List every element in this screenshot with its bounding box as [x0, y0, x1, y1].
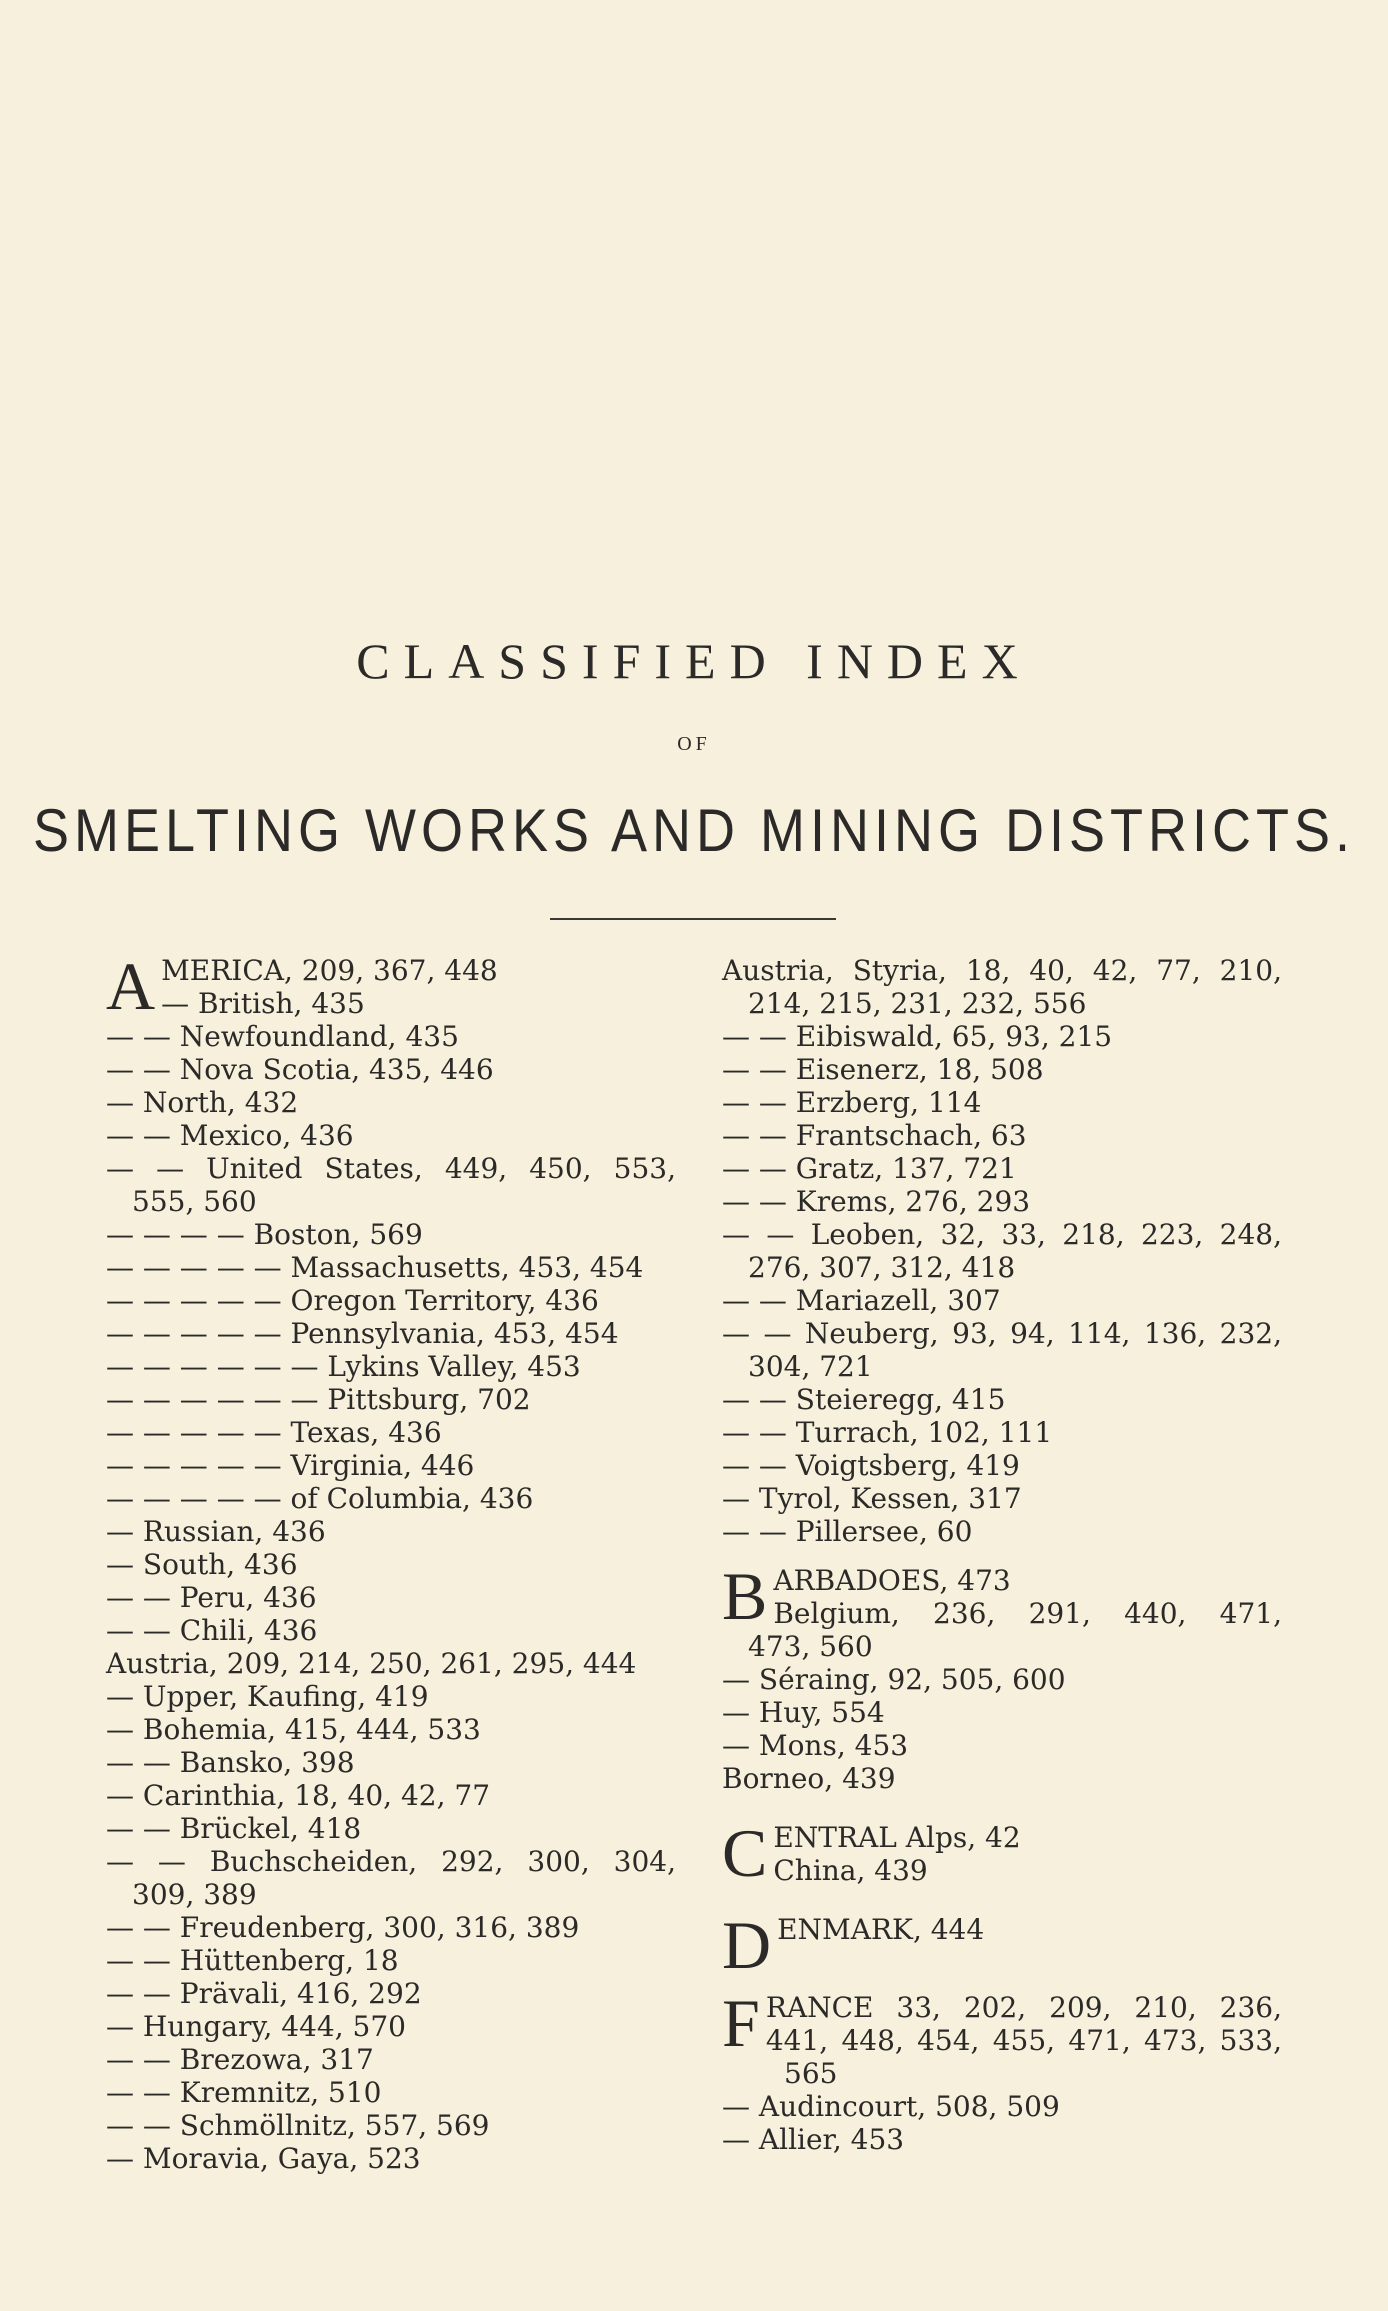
title-of: OF	[677, 733, 711, 755]
index-entry: — — Eisenerz, 18, 508	[722, 1053, 1044, 1086]
index-entry: ENTRAL Alps, 42	[773, 1821, 1021, 1854]
index-entry: — — Neuberg, 93, 94, 114, 136, 232,	[722, 1317, 1282, 1350]
index-entry: — — Pillersee, 60	[722, 1515, 973, 1548]
index-entry: Austria, 209, 214, 250, 261, 295, 444	[106, 1647, 637, 1680]
index-entry: Austria, Styria, 18, 40, 42, 77, 210,	[722, 954, 1282, 987]
index-entry: China, 439	[773, 1854, 928, 1887]
index-entry: — — Brezowa, 317	[106, 2043, 374, 2076]
dropcap-f: F	[722, 1985, 760, 2061]
index-entry: — Mons, 453	[722, 1729, 909, 1762]
dropcap-a: A	[106, 948, 156, 1024]
index-entry: — Bohemia, 415, 444, 533	[106, 1713, 481, 1746]
index-entry: — — — — — Pennsylvania, 453, 454	[106, 1317, 619, 1350]
index-entry: — — — — — Oregon Territory, 436	[106, 1284, 599, 1317]
index-title: CLASSIFIED INDEX	[356, 633, 1032, 689]
index-entry-continuation: 555, 560	[132, 1185, 257, 1218]
letter-f-block	[722, 1985, 1282, 2061]
index-entry: — — Hüttenberg, 18	[106, 1944, 399, 1977]
index-entry: MERICA, 209, 367, 448	[161, 954, 498, 987]
index-entry: — — — — — Massachusetts, 453, 454	[106, 1251, 644, 1284]
index-entry: — Russian, 436	[106, 1515, 326, 1548]
index-entry-continuation: 565	[784, 2057, 838, 2090]
index-entry: — — Steieregg, 415	[722, 1383, 1006, 1416]
index-entry: — — Voigtsberg, 419	[722, 1449, 1020, 1482]
index-entry: — — — — — Virginia, 446	[106, 1449, 475, 1482]
right-column	[722, 954, 1282, 2156]
index-entry: — — Brückel, 418	[106, 1812, 362, 1845]
index-entry-continuation: 473, 560	[748, 1630, 873, 1663]
letter-d-block	[722, 1907, 1282, 1983]
index-entry: — — Chili, 436	[106, 1614, 318, 1647]
index-entry: ARBADOES, 473	[773, 1564, 1011, 1597]
title-divider	[550, 918, 836, 920]
index-entry: — — Buchscheiden, 292, 300, 304,	[106, 1845, 676, 1878]
index-entry-continuation: 214, 215, 231, 232, 556	[748, 987, 1087, 1020]
index-entry: — Huy, 554	[722, 1696, 885, 1729]
index-entry: — — — — — Texas, 436	[106, 1416, 442, 1449]
index-entry: — — Schmöllnitz, 557, 569	[106, 2109, 490, 2142]
index-entry: — — United States, 449, 450, 553,	[106, 1152, 676, 1185]
index-entry: — — Nova Scotia, 435, 446	[106, 1053, 494, 1086]
index-entry: — — Turrach, 102, 111	[722, 1416, 1053, 1449]
index-entry: — South, 436	[106, 1548, 298, 1581]
index-entry: — — Kremnitz, 510	[106, 2076, 382, 2109]
dropcap-b: B	[722, 1558, 768, 1634]
left-column	[106, 948, 676, 2175]
index-entry: ENMARK, 444	[777, 1913, 985, 1946]
index-entry: — — Erzberg, 114	[722, 1086, 982, 1119]
index-entry: — Allier, 453	[722, 2123, 905, 2156]
index-entry: — — Mexico, 436	[106, 1119, 354, 1152]
index-entry: — — Frantschach, 63	[722, 1119, 1027, 1152]
dropcap-d: D	[722, 1907, 772, 1983]
index-entry: — — Eibiswald, 65, 93, 215	[722, 1020, 1113, 1053]
index-entry: — — Freudenberg, 300, 316, 389	[106, 1911, 580, 1944]
index-entry: 441, 448, 454, 455, 471, 473, 533,	[765, 2024, 1282, 2057]
index-entry: — — Bansko, 398	[106, 1746, 355, 1779]
index-entry: — — Mariazell, 307	[722, 1284, 1001, 1317]
index-entry: — Carinthia, 18, 40, 42, 77	[106, 1779, 491, 1812]
index-entry: — — Gratz, 137, 721	[722, 1152, 1017, 1185]
index-entry: — — Peru, 436	[106, 1581, 317, 1614]
index-entry: — — Leoben, 32, 33, 218, 223, 248,	[722, 1218, 1282, 1251]
index-entry: — — Prävali, 416, 292	[106, 1977, 422, 2010]
index-entry-continuation: 309, 389	[132, 1878, 257, 1911]
index-entry: RANCE 33, 202, 209, 210, 236,	[765, 1991, 1282, 2024]
index-entry: — Séraing, 92, 505, 600	[722, 1663, 1066, 1696]
letter-a-block	[106, 948, 676, 1024]
letter-b-block	[722, 1558, 1282, 1634]
index-entry: — — Krems, 276, 293	[722, 1185, 1031, 1218]
index-entry: — Hungary, 444, 570	[106, 2010, 406, 2043]
letter-c-block	[722, 1815, 1282, 1891]
index-entry-continuation: 276, 307, 312, 418	[748, 1251, 1016, 1284]
index-entry: — — — — — — Pittsburg, 702	[106, 1383, 531, 1416]
index-entry: — Audincourt, 508, 509	[722, 2090, 1060, 2123]
index-entry: — — — — — — Lykins Valley, 453	[106, 1350, 581, 1383]
index-entry: — British, 435	[161, 987, 365, 1020]
index-entry: — — — — Boston, 569	[106, 1218, 423, 1251]
index-entry: — Moravia, Gaya, 523	[106, 2142, 421, 2175]
index-subtitle: SMELTING WORKS AND MINING DISTRICTS.	[32, 797, 1356, 865]
index-entry: — — — — — of Columbia, 436	[106, 1482, 534, 1515]
index-entry: — Tyrol, Kessen, 317	[722, 1482, 1022, 1515]
index-entry: — Upper, Kaufing, 419	[106, 1680, 429, 1713]
dropcap-c: C	[722, 1815, 768, 1891]
index-entry: Borneo, 439	[722, 1762, 896, 1795]
index-entry-continuation: 304, 721	[748, 1350, 873, 1383]
index-entry: — North, 432	[106, 1086, 299, 1119]
index-entry: Belgium, 236, 291, 440, 471,	[773, 1597, 1282, 1630]
index-entry: — — Newfoundland, 435	[106, 1020, 459, 1053]
